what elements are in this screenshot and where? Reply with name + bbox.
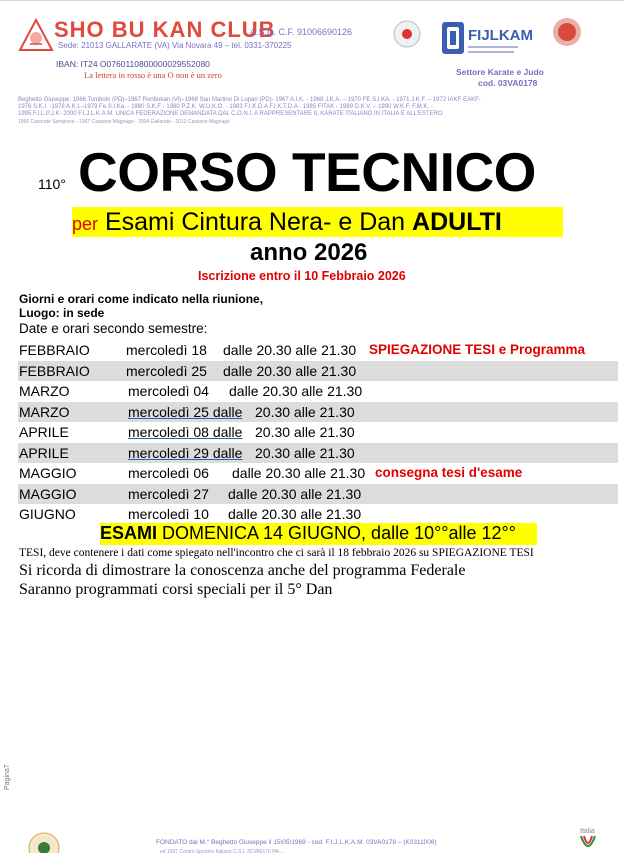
- row-time: dalle 20.30 alle 21.30: [228, 485, 362, 502]
- club-iban: IBAN: IT24 O0760110800000029552080: [56, 59, 210, 69]
- history-line: 1976 S.K.I. -1978 A.K.I.–1979 Fe.S.I.Ka. - 1980 S.K.F - 1980 P.Z.K. W.U.K.O. - 1983 F.I.K.D.A F.I.K.T.D.A - 1985 FITAK - 1989 D.K.V. – 1990 W.K.F. F.M.K. -: [18, 104, 433, 110]
- history-line: Beghetto Giuseppe: 1966 Tombolo (PD)–1967 Renbukan (VI)–1968 San Martino Di Lupari (PD)- 1967 A.I.K. - 1968 J.K.A. – 1970 FE.S.I.KA. - 1971 J.K.F. – 1972 IAKF-EAKF-: [18, 97, 481, 103]
- fijlkam-logo-icon: [440, 18, 540, 62]
- club-name: SHO BU KAN CLUB: [54, 17, 276, 42]
- seal-icon: [552, 17, 582, 47]
- row-time: dalle 20.30 alle 21.30: [223, 362, 357, 379]
- club-address: Sede: 21013 GALLARATE (VA) Via Novara 49 – tel. 0331-370225: [58, 41, 292, 50]
- subtitle-main: Esami Cintura Nera- e Dan: [98, 208, 413, 236]
- page-label: Pagina7: [4, 764, 11, 790]
- schedule-row: [18, 340, 618, 361]
- page-title: CORSO TECNICO: [78, 141, 536, 203]
- info-schedule-note: Giorni e orari come indicato nella riunione,: [19, 292, 264, 306]
- row-day: mercoledì 04: [128, 383, 209, 399]
- footer-logo-icon: [24, 828, 64, 853]
- schedule-row: [18, 361, 618, 382]
- row-month: MAGGIO: [19, 465, 77, 481]
- row-day: mercoledì 25: [126, 362, 207, 379]
- schedule-table: [18, 340, 618, 525]
- federation-sector: Settore Karate e Judo: [456, 67, 544, 77]
- schedule-row: [18, 484, 618, 505]
- subtitle-prefix: per: [72, 214, 99, 234]
- exam-details: DOMENICA 14 GIUGNO, dalle 10°°alle 12°°: [157, 523, 516, 543]
- row-time: dalle 20.30 alle 21.30: [223, 342, 357, 358]
- row-day: mercoledì 10: [128, 506, 209, 522]
- row-month: FEBBRAIO: [19, 342, 90, 358]
- row-month: FEBBRAIO: [19, 362, 90, 379]
- row-note: consegna tesi d'esame: [375, 465, 523, 480]
- footer-small-text: ed 1997 Centro Sportivo Italiano C.S.I. 3CVA0170 PA-...: [160, 849, 285, 855]
- schedule-row: [18, 381, 618, 402]
- federation-code: cod. 03VA0178: [478, 78, 538, 88]
- row-time: dalle 20.30 alle 21.30: [229, 383, 363, 399]
- schedule-row: [18, 443, 618, 464]
- history-line: 1995 F.I.L.P.J.K- 2000 F.I.J.L.K.A.M. UNICA FEDERAZIONE DEMANDATA DAL C.O.N.I. A RAPPRESENTARE IL KARATE ITALIANO IN ITALIA E ALL'ESTERO: [18, 111, 443, 117]
- row-day: mercoledì 18: [126, 342, 207, 358]
- exam-label: ESAMI: [100, 523, 158, 543]
- footer-founded: FONDATO dal M.° Beghetto Giuseppe il 15\05\1969 - cod. F.I.J.L.K.A.M. 03VA0178 – (K0311006): [156, 839, 437, 846]
- schedule-row: [18, 463, 618, 484]
- italia-label: Italia: [580, 828, 595, 835]
- reminder-program: Si ricorda di dimostrare la conoscenza anche del programma Federale: [19, 562, 466, 579]
- fijlkam-logo-text: FIJLKAM: [468, 27, 533, 44]
- course-year: anno 2026: [250, 239, 368, 266]
- row-month: GIUGNO: [19, 506, 76, 522]
- edition-number: 110°: [38, 176, 66, 192]
- row-time: 20.30 alle 21.30: [255, 444, 355, 461]
- exam-date: [100, 521, 516, 545]
- row-time: dalle 20.30 alle 21.30: [232, 465, 366, 481]
- subtitle-bold: ADULTI: [412, 208, 502, 236]
- row-day: mercoledì 06: [128, 465, 209, 481]
- row-time: 20.30 alle 21.30: [255, 403, 355, 420]
- row-month: MAGGIO: [19, 485, 77, 502]
- reminder-5th-dan: Saranno programmati corsi speciali per il 5° Dan: [19, 581, 333, 598]
- schedule-row: [18, 422, 618, 443]
- info-location: Luogo: in sede: [19, 306, 105, 320]
- emblem-icon: [393, 20, 421, 48]
- row-day: mercoledì 29 dalle: [128, 444, 243, 461]
- row-month: MARZO: [19, 403, 70, 420]
- row-day: mercoledì 25 dalle: [128, 403, 243, 420]
- schedule-row: [18, 402, 618, 423]
- info-dates-heading: Date e orari secondo semestre:: [19, 321, 208, 336]
- row-month: APRILE: [19, 424, 69, 440]
- thesis-note: TESI, deve contenere i dati come spiegato nell'incontro che ci sarà il 18 febbraio 2026 su SPIEGAZIONE TESI: [19, 547, 534, 559]
- club-logo-icon: [18, 18, 54, 52]
- registration-deadline: Iscrizione entro il 10 Febbraio 2026: [198, 269, 406, 283]
- row-time: 20.30 alle 21.30: [255, 424, 355, 440]
- iban-note: La lettera in rosso è una O non è un zero: [84, 70, 222, 80]
- row-day: mercoledì 08 dalle: [128, 424, 243, 440]
- row-month: APRILE: [19, 444, 69, 461]
- top-border: [0, 0, 624, 1]
- row-note: SPIEGAZIONE TESI e Programma: [369, 342, 586, 357]
- club-fiscal-code: A.S.D. C.F. 91006690126: [250, 27, 353, 37]
- row-time: dalle 20.30 alle 21.30: [228, 506, 362, 522]
- subtitle: [72, 207, 502, 239]
- history-line: 1966 Casorate Sempione - 1967 Cassano Magnago - 2004 Gallarate - 2012 Cassano Magnago: [18, 119, 230, 125]
- row-month: MARZO: [19, 383, 70, 399]
- row-day: mercoledì 27: [128, 485, 209, 502]
